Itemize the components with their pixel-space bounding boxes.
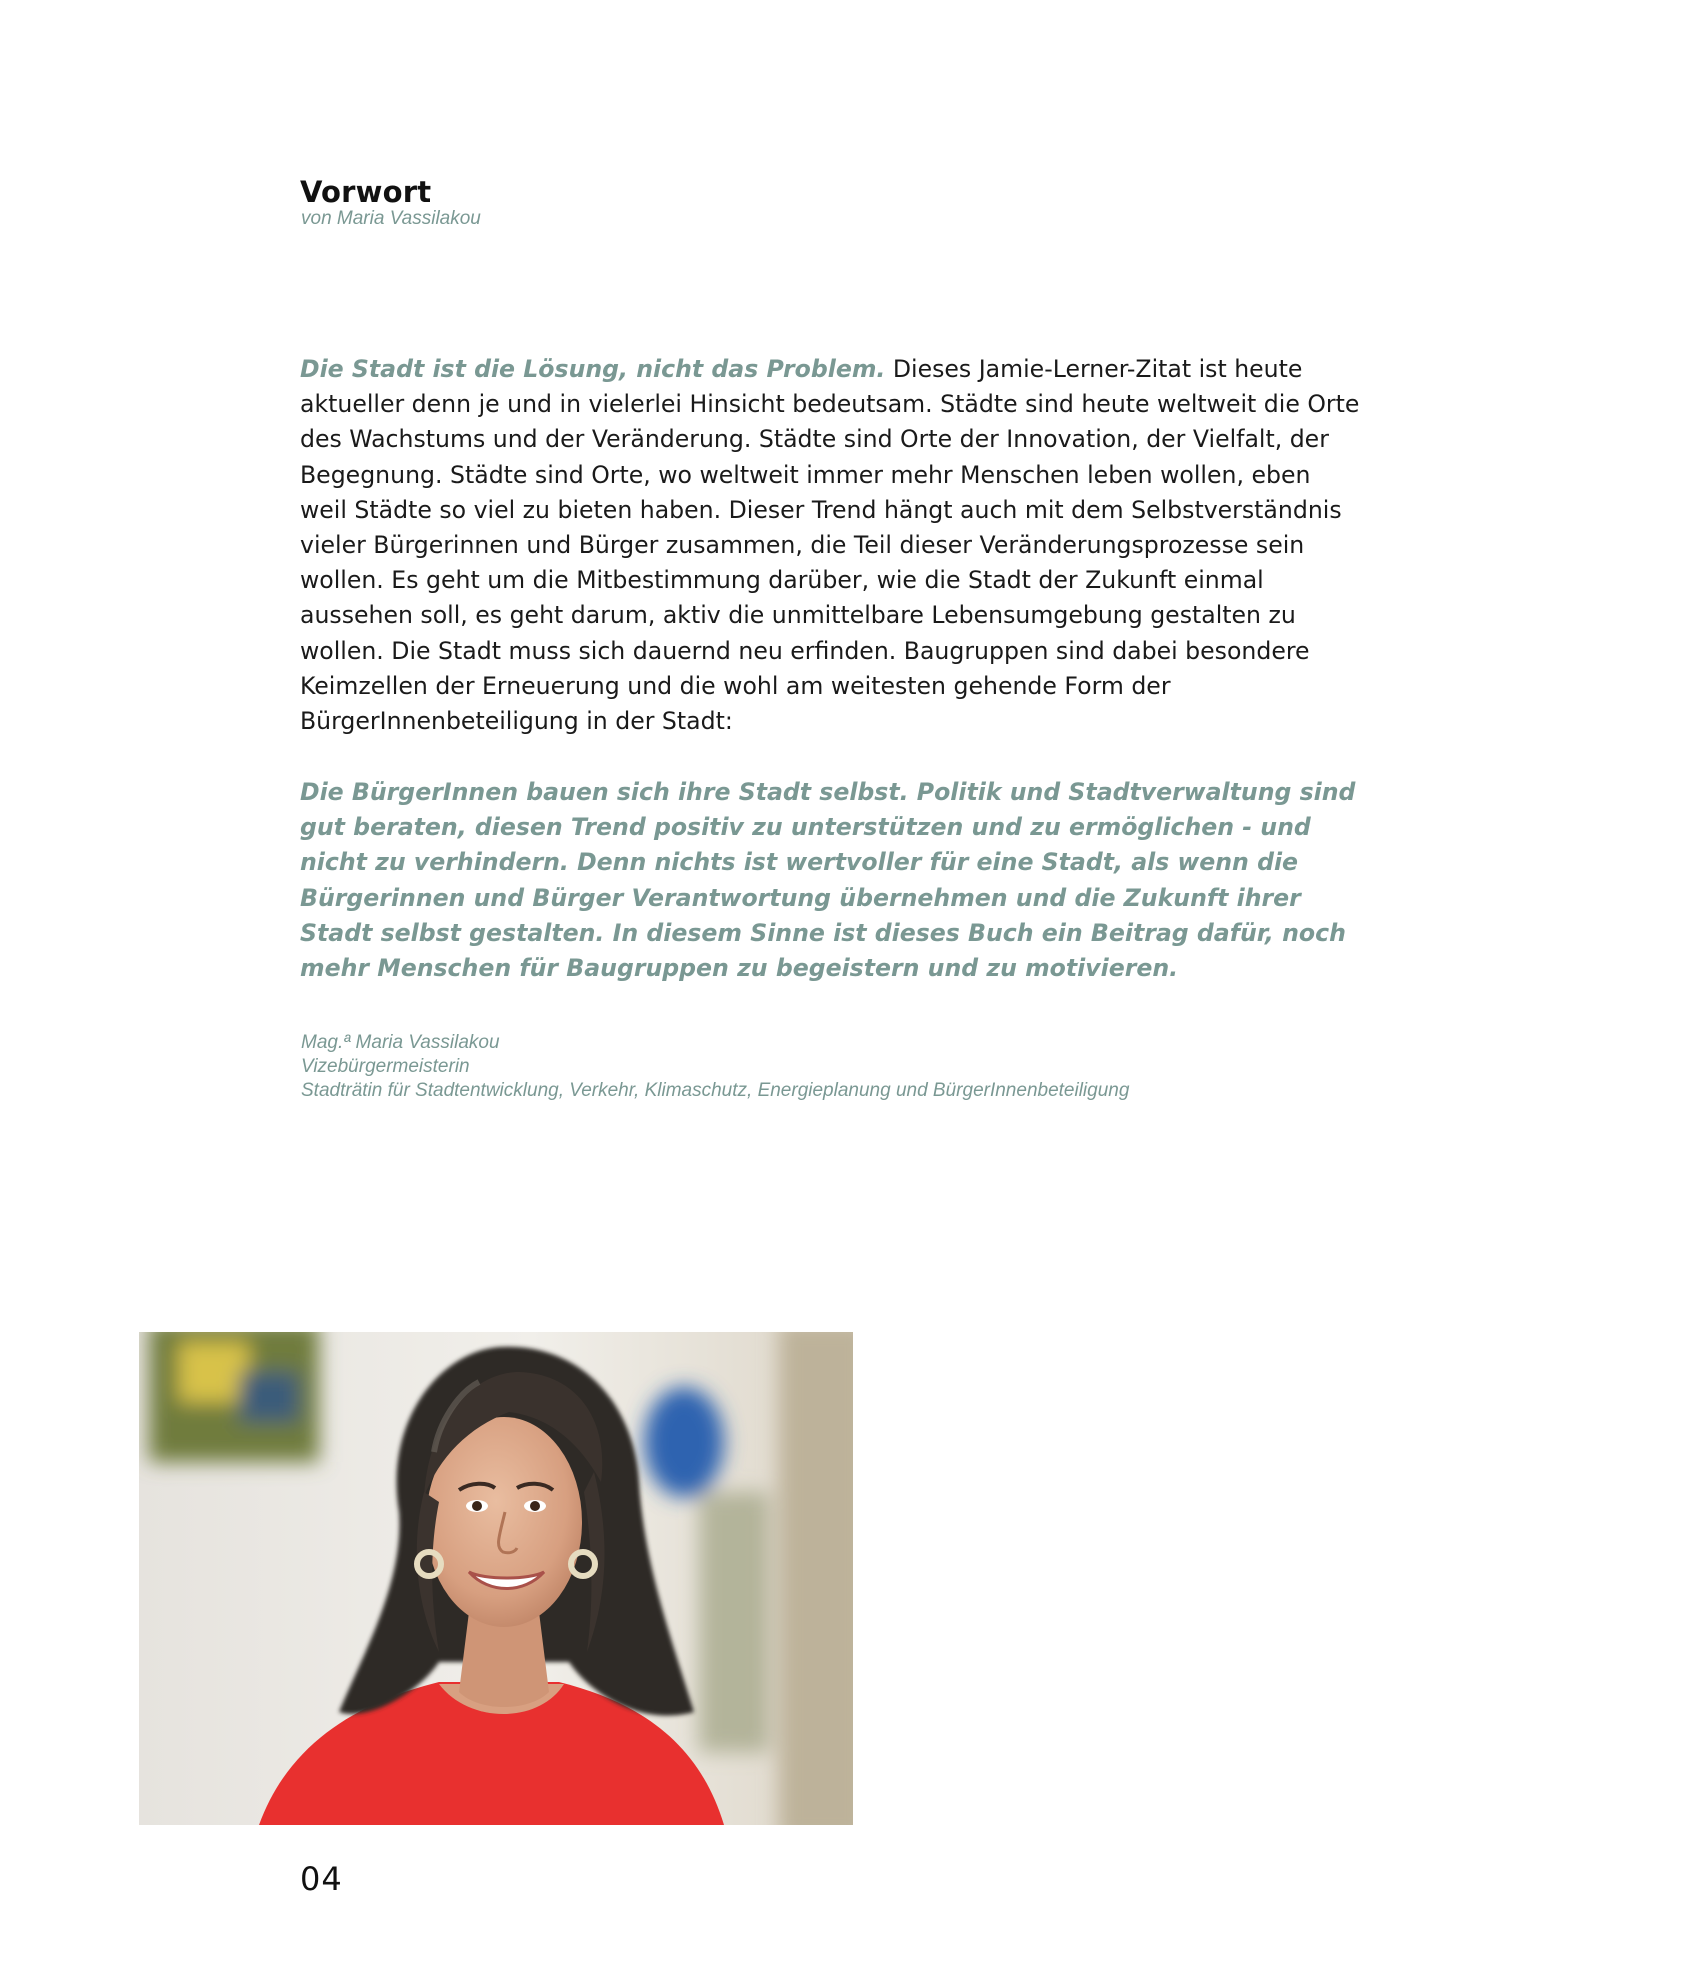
signature-role: Vizebürgermeisterin <box>301 1056 470 1077</box>
intro-text: Dieses Jamie-Lerner-Zitat ist heute aktueller denn je und in vielerlei Hinsicht bedeutsam. Städte sind heute weltweit die Orte des Wachstums und der Veränderung. Städte sind Orte der Innovation, der Vielfalt, der Begegnung. Städte sind Orte, wo weltweit immer mehr Menschen leben wollen, eben weil Städte so viel zu bieten haben. Dieser Trend hängt auch mit dem Selbstverständnis vieler Bürgerinnen und Bürger zusammen, die Teil dieser Veränderungsprozesse sein wollen. Es geht um die Mitbestimmung darüber, wie die Stadt der Zukunft einmal aussehen soll, es geht darum, aktiv die unmittelbare Lebensumgebung gestalten zu wollen. Die Stadt muss sich dauernd neu erfinden. Baugruppen sind dabei besondere Keimzellen der Erneuerung und die wohl am weitesten gehende Form der BürgerInnenbeteiligung in der Stadt: <box>300 355 1360 736</box>
portrait-illustration <box>139 1332 853 1825</box>
signature-name: Mag.ª Maria Vassilakou <box>301 1032 500 1053</box>
page-number: 04 <box>300 1860 343 1898</box>
portrait-photo <box>139 1332 853 1825</box>
intro-paragraph <box>300 352 1360 739</box>
signature-office: Stadträtin für Stadtentwicklung, Verkehr, Klimaschutz, Energieplanung und BürgerInnenbeteiligung <box>301 1080 1130 1101</box>
author-subtitle: von Maria Vassilakou <box>301 208 481 229</box>
signature-block <box>301 1031 1129 1103</box>
page-title: Vorwort <box>300 175 432 209</box>
pull-quote: Die BürgerInnen bauen sich ihre Stadt selbst. Politik und Stadtverwaltung sind gut beraten, diesen Trend positiv zu unterstützen und zu ermöglichen - und nicht zu verhindern. Denn nichts ist wertvoller für eine Stadt, als wenn die Bürgerinnen und Bürger Verantwortung übernehmen und die Zukunft ihrer Stadt selbst gestalten. In diesem Sinne ist dieses Buch ein Beitrag dafür, noch mehr Menschen für Baugruppen zu begeistern und zu motivieren. <box>300 778 1356 983</box>
lead-quote: Die Stadt ist die Lösung, nicht das Problem. <box>300 355 886 383</box>
